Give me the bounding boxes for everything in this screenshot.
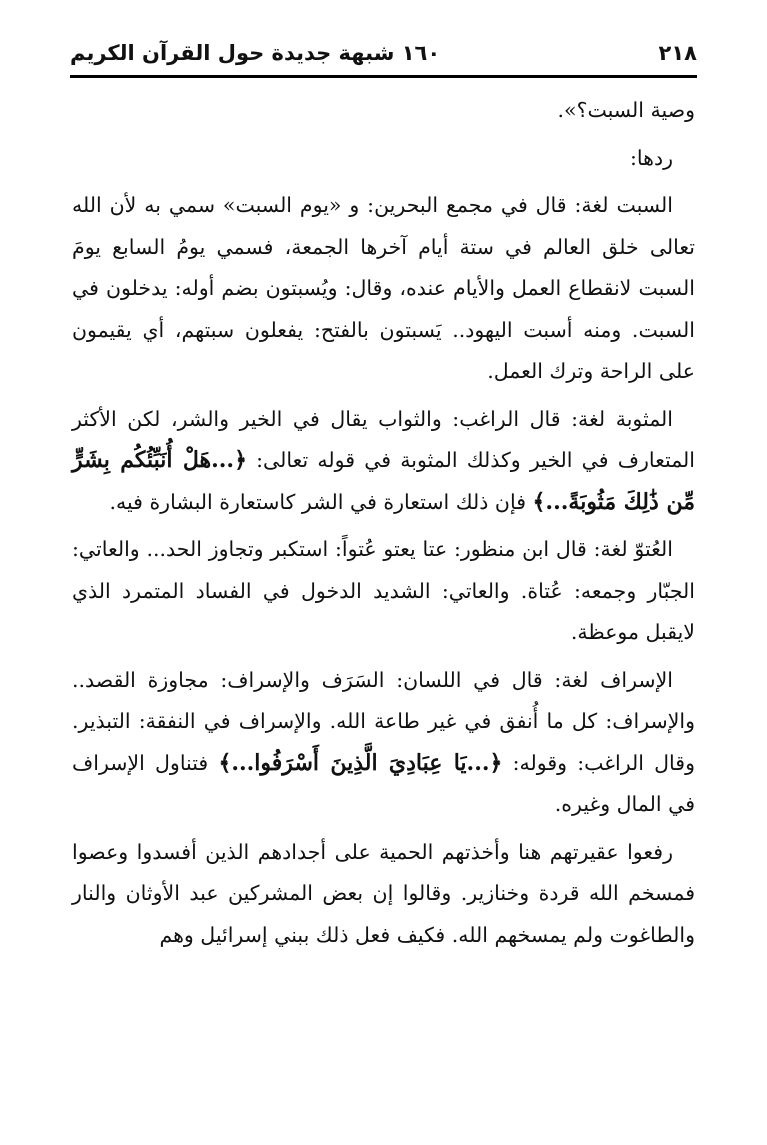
paragraph-text: الإسراف لغة: قال في اللسان: السَرَف والإسراف: مجاوزة القصد.. والإسراف: كل ما أُنفق في غير طاعة الله. والإسراف في النفقة: التبذير. وقال الراغب: وقوله:: [72, 667, 695, 775]
header-rule: [70, 75, 697, 78]
paragraph-text: وصية السبت؟».: [557, 98, 695, 122]
paragraph: [72, 399, 695, 524]
page-body: [72, 90, 695, 962]
page-header: [70, 36, 697, 70]
paragraph-text: ردها:: [630, 145, 673, 170]
paragraph-text: فإن ذلك استعارة في الشر كاستعارة البشارة فيه.: [109, 489, 533, 514]
paragraph: [72, 660, 695, 826]
paragraph-text: رفعوا عقيرتهم هنا وأخذتهم الحمية على أجدادهم الذين أفسدوا وعصوا فمسخم الله قردة وخنازير. وقالوا إن بعض المشركين عبد الأوثان والنار والطاغوت ولم يمسخهم الله. فكيف فعل ذلك ببني إسرائيل وهم: [72, 839, 695, 947]
quran-quote: ﴿...هَلْ أُنَبِّئُكُم بِشَرٍّ مِّن ذَٰلِكَ مَثُوبَةً...﴾: [72, 447, 695, 515]
page-number: ٢١٨: [658, 41, 697, 65]
paragraph-text: المثوبة لغة: قال الراغب: والثواب يقال في الخير والشر، لكن الأكثر المتعارف في الخير وكذلك المثوبة في قوله تعالى:: [72, 406, 695, 472]
paragraph-text: فتناول الإسراف في المال وغيره.: [72, 750, 695, 816]
paragraph-text: العُتوّ لغة: قال ابن منظور: عتا يعتو عُتواً: استكبر وتجاوز الحد... والعاتي: الجبّار وجمعه: عُتاة. والعاتي: الشديد الدخول في الفساد المتمرد الذي لايقبل موعظة.: [72, 537, 695, 644]
paragraph-text: السبت لغة: قال في مجمع البحرين: و «يوم السبت» سمي به لأن الله تعالى خلق العالم في ستة أيام آخرها الجمعة، فسمي يومُ السابع يومَ السبت لانقطاع العمل والأيام عنده، وقال: ويُسبتون بضم أوله: يدخلون في السبت. ومنه أسبت اليهود.. يَسبتون بالفتح: يفعلون سبتهم، أي يقيمون على الراحة وترك العمل.: [72, 193, 695, 383]
paragraph: [72, 90, 695, 132]
paragraph: [72, 529, 695, 654]
paragraph: [72, 138, 695, 180]
paragraph: [72, 832, 695, 957]
running-title: ١٦٠ شبهة جديدة حول القرآن الكريم: [70, 41, 441, 65]
paragraph: [72, 185, 695, 393]
quran-quote: ﴿...يَا عِبَادِيَ الَّذِينَ أَسْرَفُوا...﴾: [218, 749, 503, 776]
